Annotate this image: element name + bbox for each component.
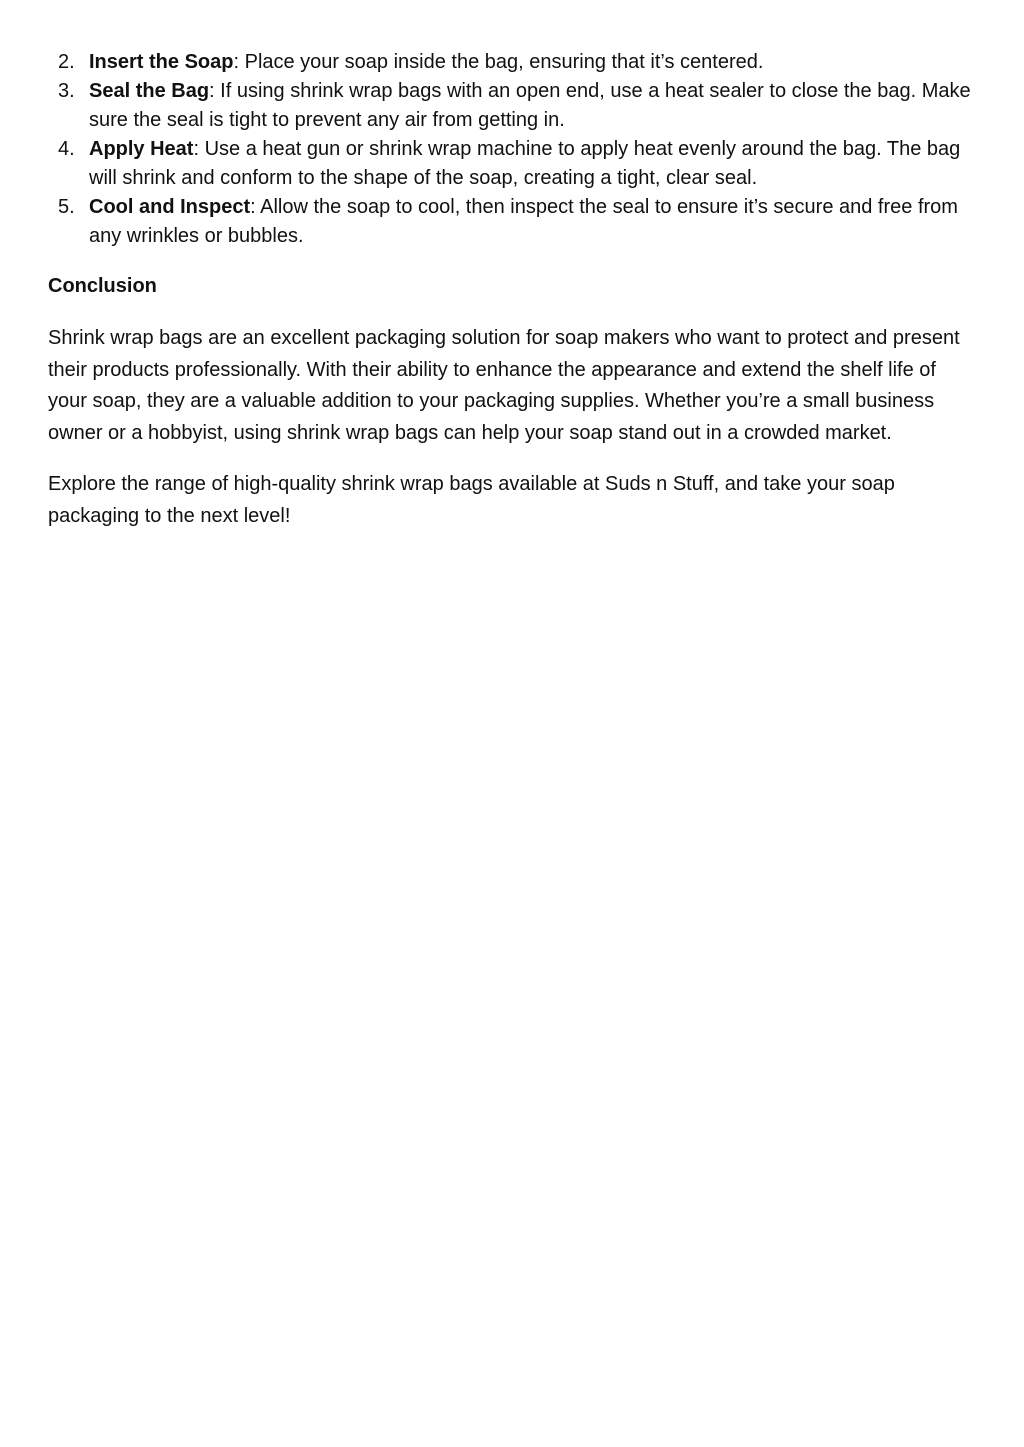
steps-list: [48, 48, 978, 251]
closing-paragraph: Explore the range of high-quality shrink wrap bags available at Suds n Stuff, and take your soap packaging to the next level!: [48, 473, 895, 527]
step-number: 4.: [58, 138, 75, 160]
conclusion-heading: Conclusion: [48, 275, 157, 297]
conclusion-paragraph: Shrink wrap bags are an excellent packaging solution for soap makers who want to protect and present their products professionally. With their ability to enhance the appearance and extend the shelf life of your soap, they are a valuable addition to your packaging supplies. Whether you’re a small business owner or a hobbyist, using shrink wrap bags can help your soap stand out in a crowded market.: [48, 327, 960, 444]
step-text: : Allow the soap to cool, then inspect the seal to ensure it’s secure and free from any wrinkles or bubbles.: [89, 196, 958, 247]
list-item: [48, 77, 978, 135]
step-title: Cool and Inspect: [89, 196, 251, 218]
step-text: : Place your soap inside the bag, ensuring that it’s centered.: [233, 51, 764, 73]
list-item: [48, 48, 978, 77]
step-text: : If using shrink wrap bags with an open end, use a heat sealer to close the bag. Make sure the seal is tight to prevent any air from getting in.: [89, 80, 971, 131]
step-number: 2.: [58, 51, 75, 73]
step-title: Insert the Soap: [89, 51, 234, 73]
step-number: 3.: [58, 80, 75, 102]
list-item: [48, 135, 978, 193]
step-title: Apply Heat: [89, 138, 194, 160]
list-item: [48, 193, 978, 251]
document-page: [48, 48, 978, 532]
step-title: Seal the Bag: [89, 80, 210, 102]
step-text: : Use a heat gun or shrink wrap machine to apply heat evenly around the bag. The bag will shrink and conform to the shape of the soap, creating a tight, clear seal.: [89, 138, 961, 189]
step-number: 5.: [58, 196, 75, 218]
